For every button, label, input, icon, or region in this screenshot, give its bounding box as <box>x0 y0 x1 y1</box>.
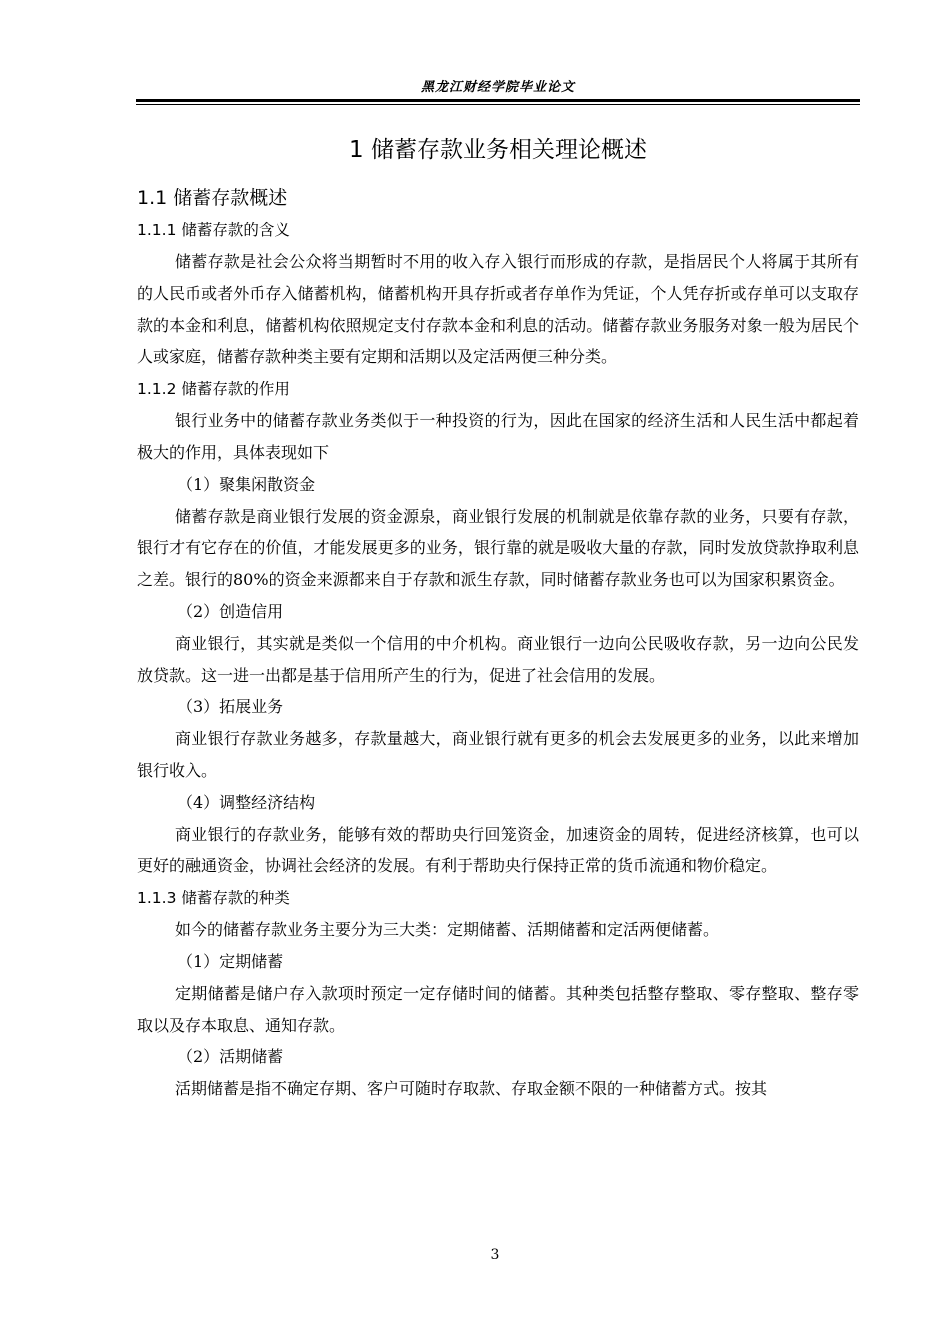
chapter-title: 1 储蓄存款业务相关理论概述 <box>349 137 647 163</box>
list-item-label: （2）活期储蓄 <box>177 1047 284 1067</box>
paragraph-item-text: 定期储蓄是储户存入款项时预定一定存储时间的储蓄。其种类包括整存整取、零存整取、整存零取以及存本取息、通知存款。 <box>137 983 859 1035</box>
list-item-label: （1）定期储蓄 <box>177 951 284 971</box>
header-rule-thin <box>136 104 860 105</box>
paragraph-item-text: 活期储蓄是指不确定存期、客户可随时存取款、存取金额不限的一种储蓄方式。按其 <box>175 1079 768 1099</box>
section-heading-1-1-3: 1.1.3 储蓄存款的种类 <box>137 889 290 908</box>
header-rule-thick <box>136 99 860 102</box>
list-item-label: （2）创造信用 <box>177 601 284 621</box>
paragraph-types-intro: 如今的储蓄存款业务主要分为三大类：定期储蓄、活期储蓄和定活两便储蓄。 <box>175 920 720 940</box>
list-item-label: （1）聚集闲散资金 <box>177 474 316 494</box>
paragraph-item-text: 商业银行存款业务越多，存款量越大，商业银行就有更多的机会去发展更多的业务，以此来增加银行收入。 <box>137 729 859 780</box>
page-number: 3 <box>490 1247 500 1263</box>
paragraph-item-text: 储蓄存款是商业银行发展的资金源泉，商业银行发展的机制就是依靠存款的业务，只要有存款，银行才有它存在的价值，才能发展更多的业务，银行靠的就是吸收大量的存款，同时发放贷款挣取利息之差。银行的80%的资金来源都来自于存款和派生存款，同时储蓄存款业务也可以为国家积累资金。 <box>137 506 859 590</box>
page-body <box>137 130 859 1105</box>
paragraph-role-intro: 银行业务中的储蓄存款业务类似于一种投资的行为，因此在国家的经济生活和人民生活中都起着极大的作用，具体表现如下 <box>137 411 859 462</box>
running-header: 黑龙江财经学院毕业论文 <box>420 80 575 95</box>
paragraph-item-text: 商业银行，其实就是类似一个信用的中介机构。商业银行一边向公民吸收存款，另一边向公民发放贷款。这一进一出都是基于信用所产生的行为，促进了社会信用的发展。 <box>137 633 859 685</box>
section-heading-1-1: 1.1 储蓄存款概述 <box>137 187 288 209</box>
paragraph-definition: 储蓄存款是社会公众将当期暂时不用的收入存入银行而形成的存款，是指居民个人将属于其所有的人民币或者外币存入储蓄机构，储蓄机构开具存折或者存单作为凭证，个人凭存折或存单可以支取存款的本金和利息，储蓄机构依照规定支付存款本金和利息的活动。储蓄存款业务服务对象一般为居民个人或家庭，储蓄存款种类主要有定期和活期以及定活两便三种分类。 <box>137 252 859 367</box>
list-item-label: （4）调整经济结构 <box>177 792 316 812</box>
paragraph-item-text: 商业银行的存款业务，能够有效的帮助央行回笼资金，加速资金的周转，促进经济核算，也可以更好的融通资金，协调社会经济的发展。有利于帮助央行保持正常的货币流通和物价稳定。 <box>137 824 859 876</box>
section-heading-1-1-1: 1.1.1 储蓄存款的含义 <box>137 221 290 239</box>
section-heading-1-1-2: 1.1.2 储蓄存款的作用 <box>137 380 290 399</box>
list-item-label: （3）拓展业务 <box>177 697 284 717</box>
